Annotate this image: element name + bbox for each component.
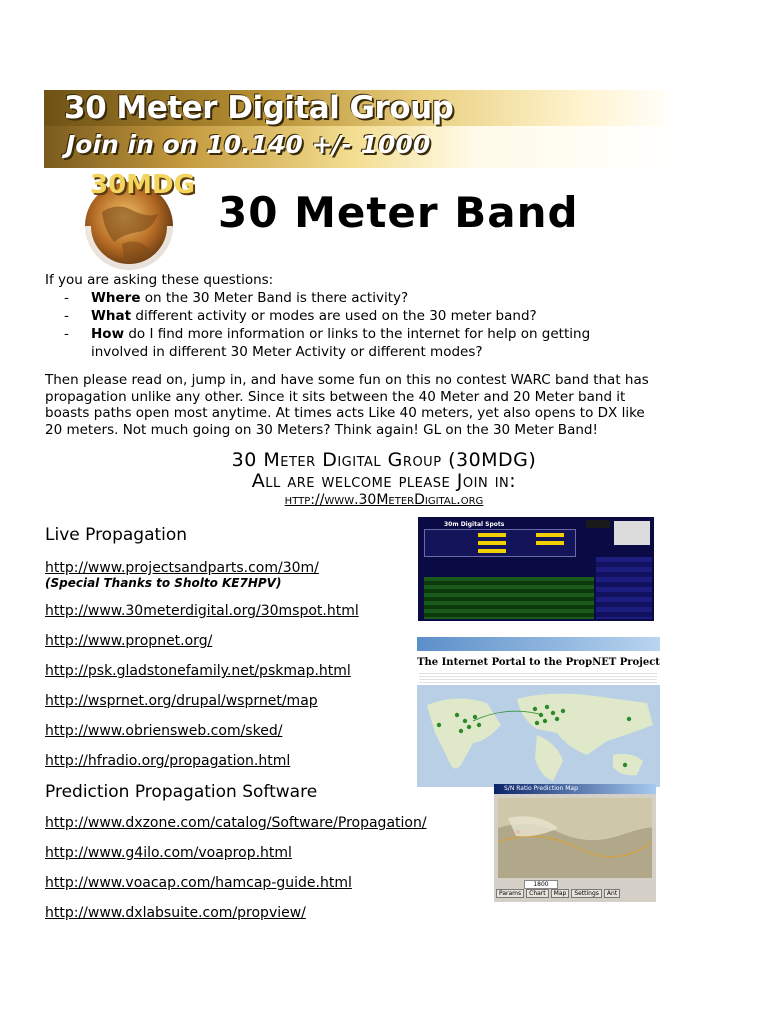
page-title: 30 Meter Band <box>218 188 579 237</box>
propnet-title: The Internet Portal to the PropNET Project <box>417 657 660 668</box>
map-thumbnail <box>614 521 650 545</box>
intro-paragraph <box>45 372 705 438</box>
spots-table <box>424 577 594 619</box>
live-link[interactable]: http://www.obriensweb.com/sked/ <box>45 723 283 739</box>
group-url-wrap <box>0 492 768 508</box>
spots-side-table <box>596 557 652 619</box>
ant-button: Ant <box>604 889 620 898</box>
form-field <box>478 533 506 537</box>
question-lead: Where <box>91 290 141 306</box>
settings-button: Settings <box>571 889 602 898</box>
logo-text: 30MDG <box>90 170 195 200</box>
form-field <box>536 533 564 537</box>
live-link[interactable]: http://psk.gladstonefamily.net/pskmap.html <box>45 663 351 679</box>
form-field <box>478 541 506 545</box>
question-lead: What <box>91 308 132 324</box>
paragraph-line: boasts paths open most anytime. At times acts Like 40 meters, yet also opens to DX like <box>45 405 645 421</box>
banner-subtitle: Join in on 10.140 +/- 1000 <box>66 130 431 159</box>
prediction-link[interactable]: http://www.g4ilo.com/voaprop.html <box>45 845 292 861</box>
question-text: different activity or modes are used on the 30 meter band? <box>131 308 537 324</box>
prediction-heading: Prediction Propagation Software <box>45 782 318 802</box>
question-text: do I find more information or links to the internet for help on getting <box>124 326 591 342</box>
thanks-note: (Special Thanks to Sholto KE7HPV) <box>45 576 282 590</box>
banner-title: 30 Meter Digital Group <box>64 90 454 126</box>
questions-intro: If you are asking these questions: <box>45 272 274 288</box>
group-logo <box>62 172 196 272</box>
group-url-link[interactable]: http://www.30MeterDigital.org <box>284 492 484 508</box>
question-lead: How <box>91 326 125 342</box>
paragraph-line: 20 meters. Not much going on 30 Meters? Think again! GL on the 30 Meter Band! <box>45 421 598 438</box>
paragraph-line: Then please read on, jump in, and have some fun on this no contest WARC band that has <box>45 372 649 388</box>
prediction-map <box>498 798 652 878</box>
question-text: on the 30 Meter Band is there activity? <box>140 290 409 306</box>
clock-display <box>586 520 610 528</box>
group-welcome: All are welcome please Join in: <box>251 470 517 492</box>
live-link[interactable]: http://wsprnet.org/drupal/wsprnet/map <box>45 693 318 709</box>
time-input: 1800 <box>524 880 558 889</box>
propnet-screenshot <box>417 637 660 787</box>
live-link[interactable]: http://www.30meterdigital.org/30mspot.html <box>45 603 359 619</box>
chart-button: Chart <box>526 889 549 898</box>
propnet-header-strip <box>417 637 660 651</box>
spots-screenshot <box>418 517 654 621</box>
voaprop-title: S/N Ratio Prediction Map <box>494 784 656 794</box>
prediction-link[interactable]: http://www.dxlabsuite.com/propview/ <box>45 905 306 921</box>
voaprop-screenshot <box>494 784 656 902</box>
live-link[interactable]: http://hfradio.org/propagation.html <box>45 753 291 769</box>
form-field <box>478 549 506 553</box>
params-button: Params <box>496 889 524 898</box>
spots-title: 30m Digital Spots <box>444 521 505 528</box>
live-propagation-heading: Live Propagation <box>45 525 188 545</box>
map-button: Map <box>551 889 570 898</box>
header-banner <box>44 90 678 168</box>
form-field <box>536 541 564 545</box>
live-link[interactable]: http://www.propnet.org/ <box>45 633 213 649</box>
propnet-map <box>417 685 660 787</box>
propnet-text <box>419 671 657 683</box>
prediction-link[interactable]: http://www.voacap.com/hamcap-guide.html <box>45 875 352 891</box>
voaprop-toolbar <box>496 889 654 898</box>
paragraph-line: propagation unlike any other. Since it sits between the 40 Meter and 20 Meter band it <box>45 388 626 405</box>
prediction-link[interactable]: http://www.dxzone.com/catalog/Software/Propagation/ <box>45 815 427 831</box>
group-name: 30 Meter Digital Group (30MDG) <box>231 449 537 471</box>
live-link[interactable]: http://www.projectsandparts.com/30m/ <box>45 560 319 576</box>
